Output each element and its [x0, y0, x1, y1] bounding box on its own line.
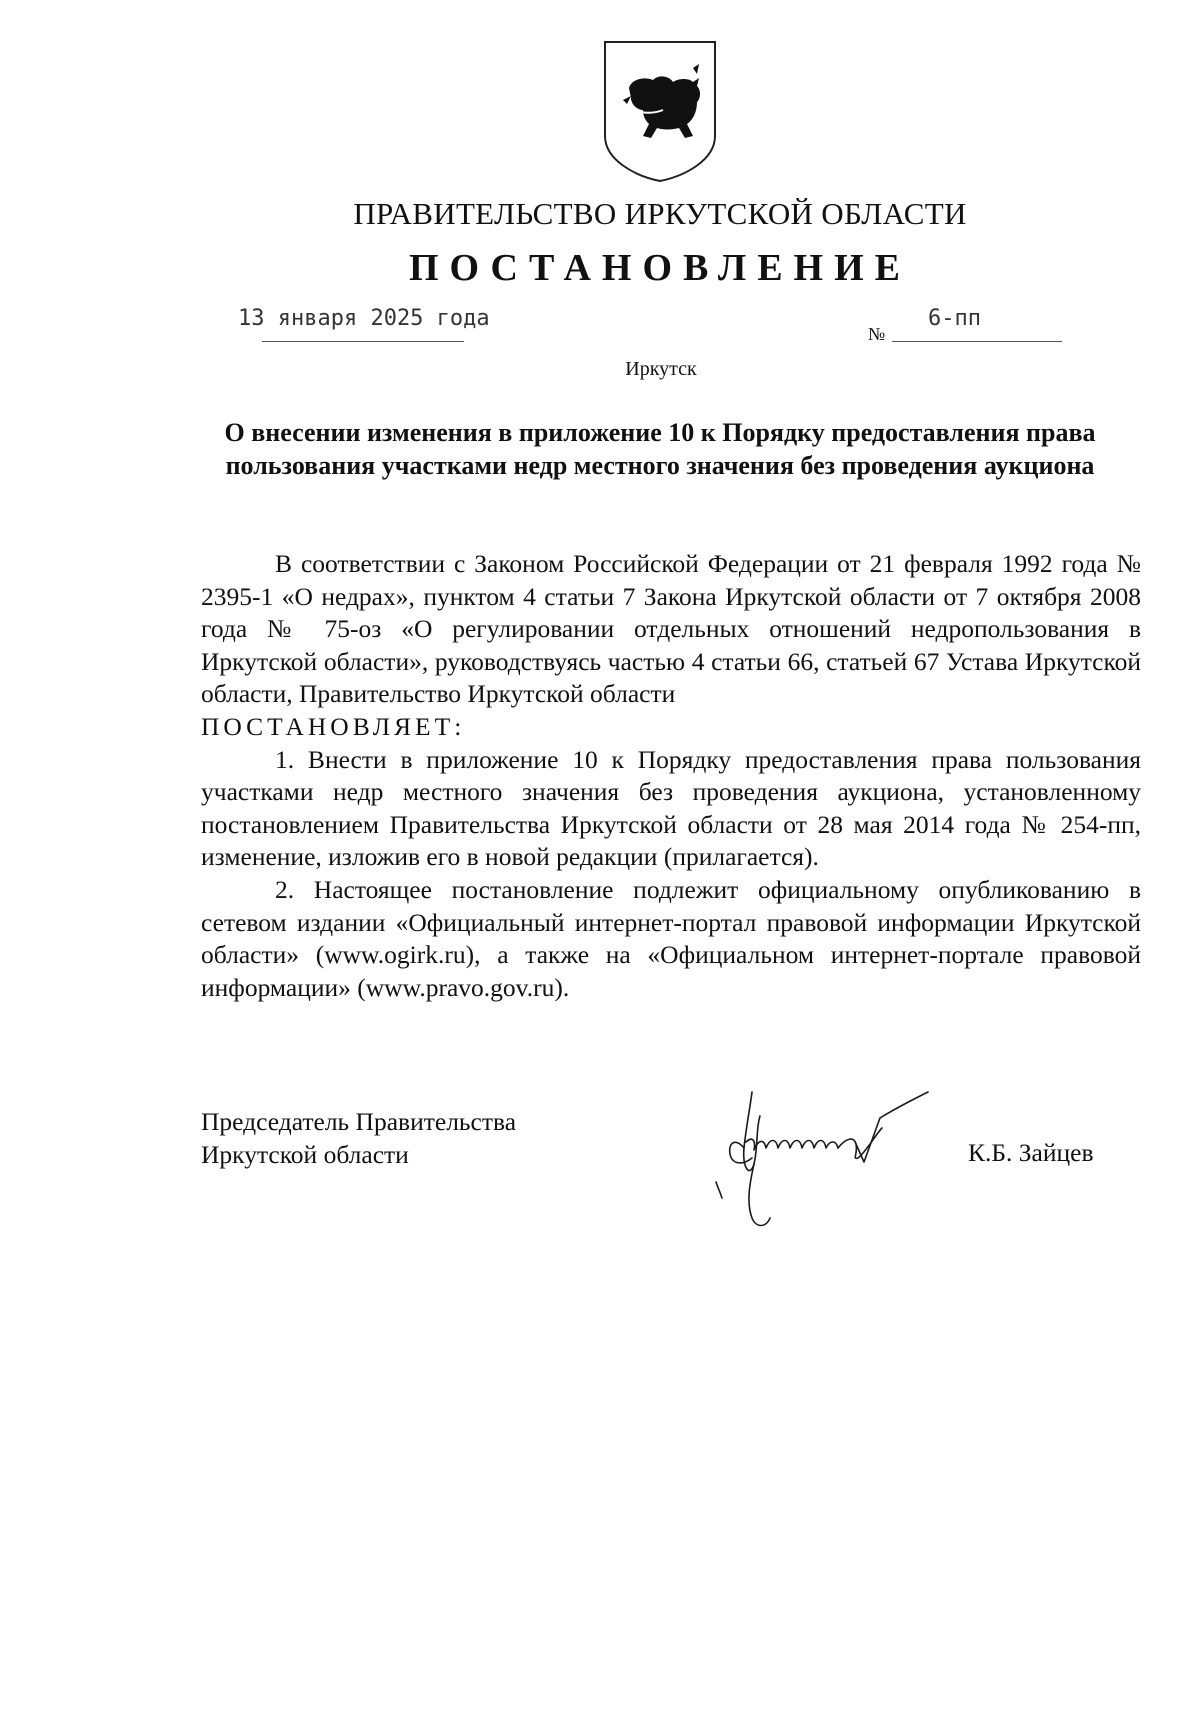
- decree-word: ПОСТАНОВЛЯЕТ:: [201, 711, 466, 741]
- signatory-position: Председатель Правительства Иркутской области: [201, 1107, 517, 1169]
- handwritten-signature: [706, 1078, 968, 1244]
- document-body: [201, 548, 1141, 1004]
- document-number: 6-пп: [928, 306, 981, 331]
- irkutsk-coat-of-arms-icon: [601, 38, 719, 184]
- city: Иркутск: [625, 358, 697, 380]
- date-underline: [262, 341, 464, 342]
- decree-item-1: 1. Внести в приложение 10 к Порядку предоставления права пользования участками недр местного значения без проведения аукциона, установленному постановлением Правительства Иркутской области от 28 мая 2014 года № 254-пп, изменение, изложив его в новой редакции (прилагается).: [201, 744, 1141, 872]
- number-underline: [892, 341, 1062, 342]
- government-name: ПРАВИТЕЛЬСТВО ИРКУТСКОЙ ОБЛАСТИ: [353, 196, 967, 231]
- decree-item-2: 2. Настоящее постановление подлежит официальному опубликованию в сетевом издании «Официальный интернет-портал правовой информации Иркутской области» (www.ogirk.ru), а также на «Официальном интернет-портале правовой информации» (www.pravo.gov.ru).: [201, 874, 1141, 1002]
- document-title: О внесении изменения в приложение 10 к Порядку предоставления права пользования участками недр местного значения без проведения аукциона: [224, 418, 1096, 480]
- document-type: ПОСТАНОВЛЕНИЕ: [408, 247, 912, 289]
- preamble-paragraph: В соответствии с Законом Российской Федерации от 21 февраля 1992 года № 2395-1 «О недрах», пунктом 4 статьи 7 Закона Иркутской области от 7 октября 2008 года № 75-оз «О регулировании отдельных отношений недропользования в Иркутской области», руководствуясь частью 4 статьи 66, статьей 67 Устава Иркутской области, Правительство Иркутской области: [201, 549, 1141, 709]
- document-date: 13 января 2025 года: [238, 306, 490, 331]
- number-sign: №: [868, 324, 886, 344]
- signatory-name: К.Б. Зайцев: [968, 1138, 1094, 1167]
